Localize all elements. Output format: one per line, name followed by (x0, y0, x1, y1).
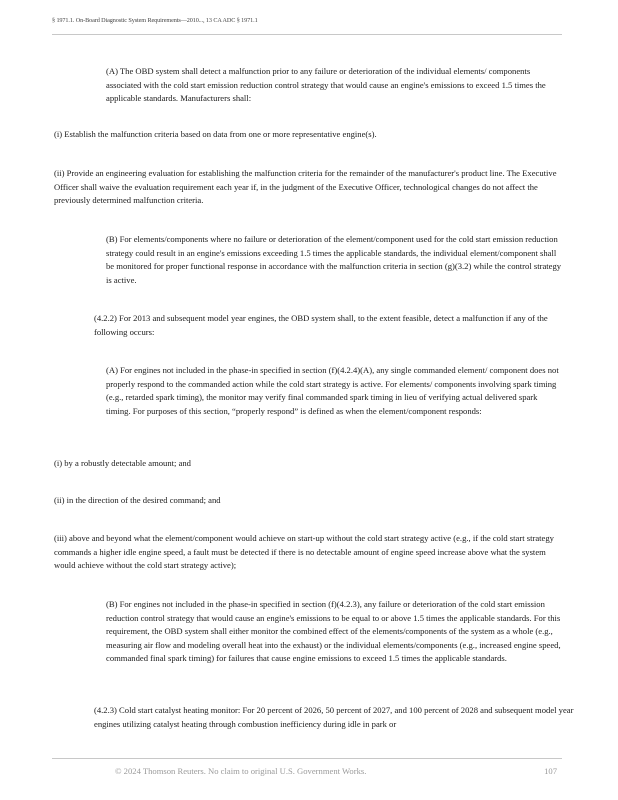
paragraph-A-cold-start: (A) The OBD system shall detect a malfunction prior to any failure or deterioration of the individual elements/ components associated with the cold start emission reduction control strategy that would cause an engine's emissions to exceed 1.5 times the applicable standards. Manufacturers shall: (106, 66, 546, 104)
header-rule (52, 34, 562, 35)
running-header: § 1971.1. On-Board Diagnostic System Requirements—2010..., 13 CA ADC § 1971.1 (52, 17, 258, 24)
paragraph-A-phase-in: (A) For engines not included in the phase-in specified in section (f)(4.2.4)(A), any single commanded element/ component does not properly respond to the commanded action while the cold start strategy is active. For elements/ components involving spark timing (e.g., retarded spark timing), the monitor may verify final commanded spark timing in lieu of verifying actual delivered spark timing. For purposes of this section, “properly respond” is defined as when the element/component responds: (106, 365, 559, 416)
paragraph-4-2-3: (4.2.3) Cold start catalyst heating monitor: For 20 percent of 2026, 50 percent of 2027, and 100 percent of 2028 and subsequent model year engines utilizing catalyst heating through combustion inefficiency during idle in park or (94, 705, 574, 729)
paragraph-B-elements: (B) For elements/components where no failure or deterioration of the element/component used for the cold start emission reduction strategy could result in an engine's emissions exceeding 1.5 times the applicable standards, the individual element/component shall be monitored for proper functional response in accordance with the malfunction criteria in section (g)(3.2) while the control strategy is active. (106, 234, 562, 285)
paragraph-4-2-2: (4.2.2) For 2013 and subsequent model year engines, the OBD system shall, to the extent feasible, detect a malfunction if any of the following occurs: (94, 313, 548, 337)
paragraph-ii-evaluation: (ii) Provide an engineering evaluation for establishing the malfunction criteria for the remainder of the manufacturer's product line. The Executive Officer shall waive the evaluation requirement each year if, in the judgment of the Executive Officer, technological changes do not affect the previously determined malfunction criteria. (54, 168, 557, 206)
paragraph-iii-above-beyond: (iii) above and beyond what the element/component would achieve on start-up without the cold start strategy active (e.g., if the cold start strategy commands a higher idle engine speed, a fault must be detected if there is no detectable amount of engine speed increase above what the system would achieve without the cold start strategy active); (54, 533, 554, 571)
paragraph-i-detectable: (i) by a robustly detectable amount; and (54, 458, 191, 468)
paragraph-ii-direction: (ii) in the direction of the desired command; and (54, 495, 221, 505)
page-number: 107 (544, 766, 557, 776)
paragraph-i-establish: (i) Establish the malfunction criteria based on data from one or more representative engine(s). (54, 129, 377, 139)
footer-copyright: © 2024 Thomson Reuters. No claim to original U.S. Government Works. (115, 766, 367, 776)
paragraph-B-phase-in: (B) For engines not included in the phase-in specified in section (f)(4.2.3), any failure or deterioration of the cold start emission reduction control strategy that would cause an engine's emissions to be equal to or above 1.5 times the applicable standards. For this requirement, the OBD system shall either monitor the combined effect of the elements/components of the system as a whole (e.g., measuring air flow and modeling overall heat into the exhaust) or the individual elements/components (e.g., increased engine speed, commanded final spark timing) for failures that cause engine emissions to exceed 1.5 times the applicable standards. (106, 599, 561, 664)
footer-rule (52, 758, 562, 759)
footer (115, 766, 557, 776)
